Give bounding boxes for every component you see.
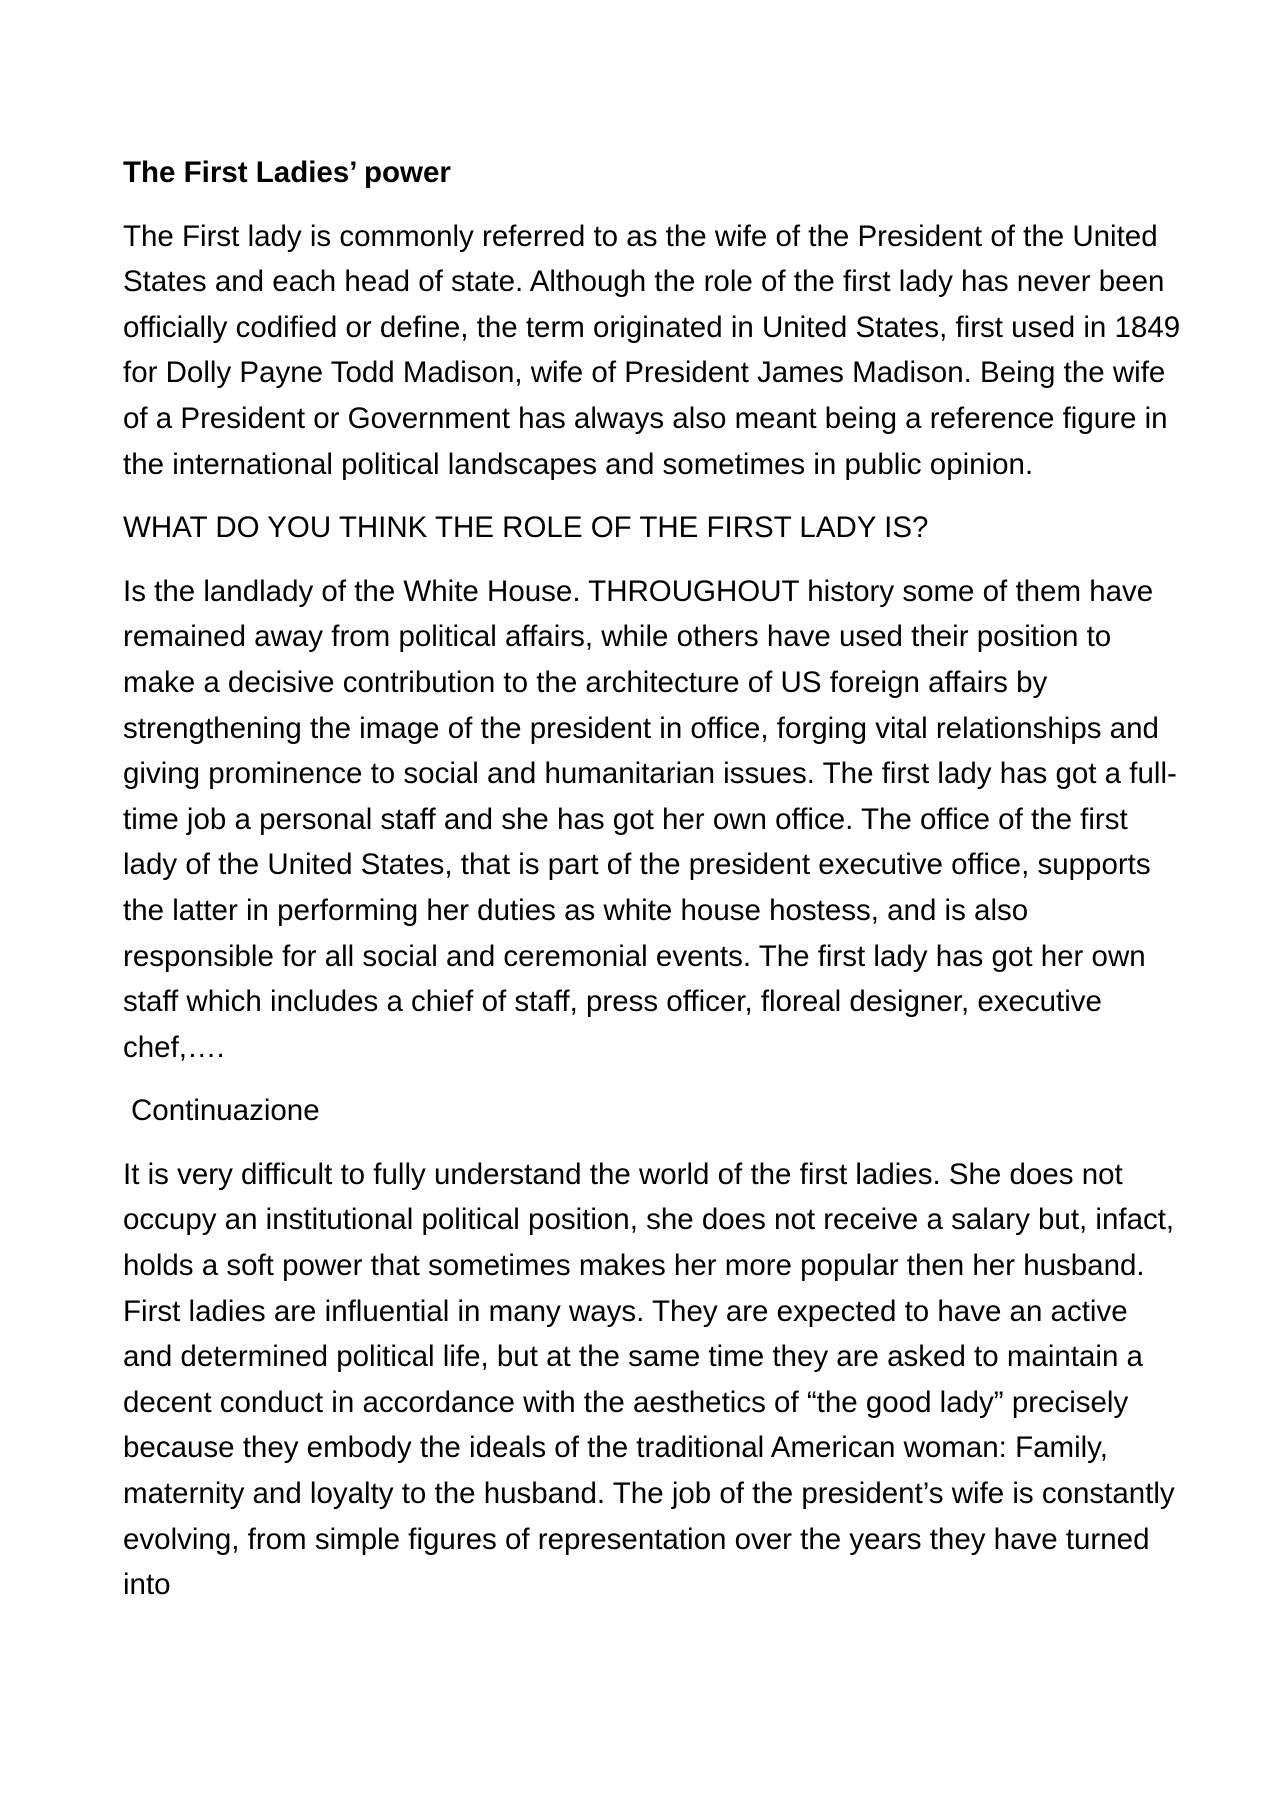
continuation-label: Continuazione <box>131 1094 320 1128</box>
question-heading: WHAT DO YOU THINK THE ROLE OF THE FIRST LADY IS? <box>123 511 929 545</box>
document-title: The First Ladies’ power <box>123 156 451 189</box>
document-page <box>123 150 1183 1626</box>
paragraph-continuation: It is very difficult to fully understand the world of the first ladies. She does not occupy an institutional political position, she does not receive a salary but, infact, holds a soft power that sometimes makes her more popular then her husband. First ladies are influential in many ways. They are expected to have an active and determined political life, but at the same time they are asked to maintain a decent conduct in accordance with the aesthetics of “the good lady” precisely because they embody the ideals of the traditional American woman: Family, maternity and loyalty to the husband. The job of the president’s wife is constantly evolving, from simple figures of representation over the years they have turned into <box>123 1157 1175 1602</box>
paragraph-role: Is the landlady of the White House. THROUGHOUT history some of them have remained away from political affairs, while others have used their position to make a decisive contribution to the architecture of US foreign affairs by strengthening the image of the president in office, forging vital relationships and giving prominence to social and humanitarian issues. The first lady has got a full-time job a personal staff and she has got her own office. The office of the first lady of the United States, that is part of the president executive office, supports the latter in performing her duties as white house hostess, and is also responsible for all social and ceremonial events. The first lady has got her own staff which includes a chief of staff, press officer, floreal designer, executive chef,…. <box>123 574 1177 1064</box>
paragraph-intro: The First lady is commonly referred to as the wife of the President of the United States and each head of state. Although the role of the first lady has never been officially codified or define, the term originated in United States, first used in 1849 for Dolly Payne Todd Madison, wife of President James Madison. Being the wife of a President or Government has always also meant being a reference figure in the international political landscapes and sometimes in public opinion. <box>123 219 1181 481</box>
